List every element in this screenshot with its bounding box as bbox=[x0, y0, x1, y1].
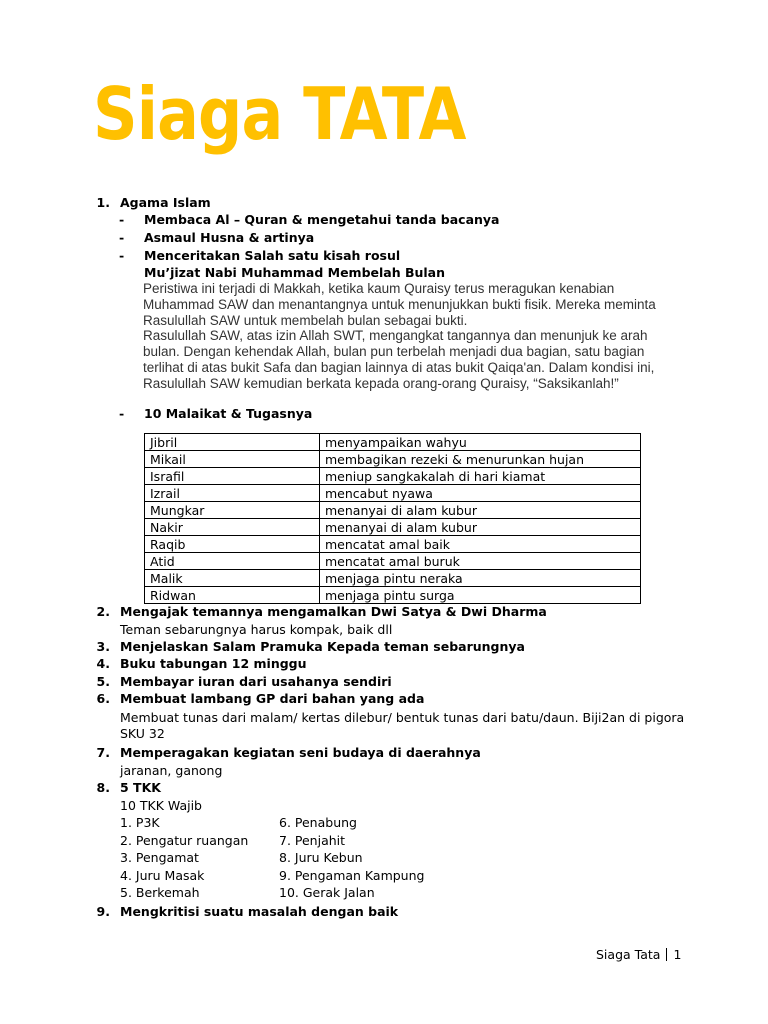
sub-item-malaikat: 10 Malaikat & Tugasnya bbox=[144, 406, 313, 421]
story-paragraph-1: Peristiwa ini terjadi di Makkah, ketika kaum Quraisy terus meragukan kenabian Muhammad SAW dan menantangnya untuk menunjukkan bukti fisik. Mereka meminta Rasulullah SAW untuk membelah bulan sebagai bukti. bbox=[143, 281, 656, 328]
tkk-item: 3. Pengamat bbox=[120, 850, 199, 866]
item-note-6b: SKU 32 bbox=[120, 726, 165, 741]
tkk-item: 6. Penabung bbox=[279, 815, 357, 830]
dash-3: - bbox=[119, 248, 125, 263]
tkk-item: 10. Gerak Jalan bbox=[279, 885, 375, 901]
malaikat-task: mencatat amal baik bbox=[320, 536, 641, 553]
malaikat-name: Israfil bbox=[145, 468, 320, 485]
page-footer bbox=[596, 947, 681, 962]
item-label-6: Membuat lambang GP dari bahan yang ada bbox=[120, 691, 425, 706]
document-title: Siaga TATA bbox=[93, 72, 466, 156]
table-row bbox=[145, 502, 641, 519]
tkk-item: 9. Pengaman Kampung bbox=[279, 867, 425, 883]
item-label-9: Mengkritisi suatu masalah dengan baik bbox=[120, 904, 399, 919]
story-paragraph-2: Rasulullah SAW, atas izin Allah SWT, mengangkat tangannya dan menunjuk ke arah bulan. Dengan kehendak Allah, bulan pun terbelah menjadi dua bagian, satu bagian terlihat di atas bukit Safa dan bagian lainnya di atas bukit Qaiqa'an. Dalam kondisi ini, Rasulullah SAW kemudian berkata kepada orang-orang Quraisy, “Saksikanlah!” bbox=[143, 328, 655, 391]
item-label-1: Agama Islam bbox=[120, 195, 211, 210]
tkk-item: 5. Berkemah bbox=[120, 885, 200, 901]
story-text bbox=[143, 281, 663, 392]
malaikat-task: membagikan rezeki & menurunkan hujan bbox=[320, 451, 641, 468]
item-label-5: Membayar iuran dari usahanya sendiri bbox=[120, 674, 392, 689]
table-row bbox=[145, 536, 641, 553]
footer-title: Siaga Tata bbox=[596, 947, 661, 962]
item-number-2: 2. bbox=[96, 604, 110, 619]
table-row bbox=[145, 451, 641, 468]
table-row bbox=[145, 468, 641, 485]
malaikat-task: mencabut nyawa bbox=[320, 485, 641, 502]
footer-separator bbox=[666, 948, 667, 961]
malaikat-task: meniup sangkakalah di hari kiamat bbox=[320, 468, 641, 485]
item-label-7: Memperagakan kegiatan seni budaya di daerahnya bbox=[120, 745, 481, 760]
story-title: Mu’jizat Nabi Muhammad Membelah Bulan bbox=[144, 265, 446, 280]
table-row bbox=[145, 570, 641, 587]
malaikat-task: menanyai di alam kubur bbox=[320, 502, 641, 519]
item-number-4: 4. bbox=[96, 656, 110, 671]
tkk-item: 2. Pengatur ruangan bbox=[120, 832, 249, 848]
malaikat-name: Malik bbox=[145, 570, 320, 587]
table-row bbox=[145, 434, 641, 451]
item-note-6: Membuat tunas dari malam/ kertas dilebur/ bentuk tunas dari batu/daun. Biji2an di pigora bbox=[120, 710, 685, 725]
item-note-8: 10 TKK Wajib bbox=[120, 798, 202, 813]
malaikat-name: Ridwan bbox=[145, 587, 320, 604]
malaikat-name: Nakir bbox=[145, 519, 320, 536]
item-label-2: Mengajak temannya mengamalkan Dwi Satya & Dwi Dharma bbox=[120, 604, 547, 619]
page-number: 1 bbox=[673, 947, 682, 962]
table-row bbox=[145, 485, 641, 502]
malaikat-task: mencatat amal buruk bbox=[320, 553, 641, 570]
item-note-2: Teman sebarungnya harus kompak, baik dll bbox=[120, 622, 393, 637]
malaikat-task: menanyai di alam kubur bbox=[320, 519, 641, 536]
tkk-item: 4. Juru Masak bbox=[120, 867, 205, 883]
item-number-9: 9. bbox=[96, 904, 110, 919]
malaikat-task: menjaga pintu neraka bbox=[320, 570, 641, 587]
item-number-1: 1. bbox=[96, 195, 110, 210]
table-row bbox=[145, 553, 641, 570]
tkk-item: 1. P3K bbox=[120, 815, 160, 830]
item-number-8: 8. bbox=[96, 780, 110, 795]
malaikat-name: Izrail bbox=[145, 485, 320, 502]
dash-2: - bbox=[119, 230, 125, 245]
tkk-item: 7. Penjahit bbox=[279, 832, 346, 848]
malaikat-task: menyampaikan wahyu bbox=[320, 434, 641, 451]
item-number-7: 7. bbox=[96, 745, 110, 760]
malaikat-name: Mikail bbox=[145, 451, 320, 468]
item-number-5: 5. bbox=[96, 674, 110, 689]
malaikat-name: Atid bbox=[145, 553, 320, 570]
malaikat-table bbox=[144, 433, 641, 604]
table-row bbox=[145, 519, 641, 536]
sub-item-kisah-rosul: Menceritakan Salah satu kisah rosul bbox=[144, 248, 401, 263]
sub-item-asmaul-husna: Asmaul Husna & artinya bbox=[144, 230, 315, 245]
dash-1: - bbox=[119, 212, 125, 227]
sub-item-quran: Membaca Al – Quran & mengetahui tanda bacanya bbox=[144, 212, 500, 227]
item-label-8: 5 TKK bbox=[120, 780, 161, 795]
dash-4: - bbox=[119, 406, 125, 421]
malaikat-task: menjaga pintu surga bbox=[320, 587, 641, 604]
item-label-4: Buku tabungan 12 minggu bbox=[120, 656, 307, 671]
malaikat-name: Raqib bbox=[145, 536, 320, 553]
item-label-3: Menjelaskan Salam Pramuka Kepada teman sebarungnya bbox=[120, 639, 525, 654]
malaikat-name: Jibril bbox=[145, 434, 320, 451]
tkk-item: 8. Juru Kebun bbox=[279, 850, 363, 866]
table-row bbox=[145, 587, 641, 604]
item-number-6: 6. bbox=[96, 691, 110, 706]
item-number-3: 3. bbox=[96, 639, 110, 654]
malaikat-name: Mungkar bbox=[145, 502, 320, 519]
item-note-7: jaranan, ganong bbox=[120, 763, 223, 778]
